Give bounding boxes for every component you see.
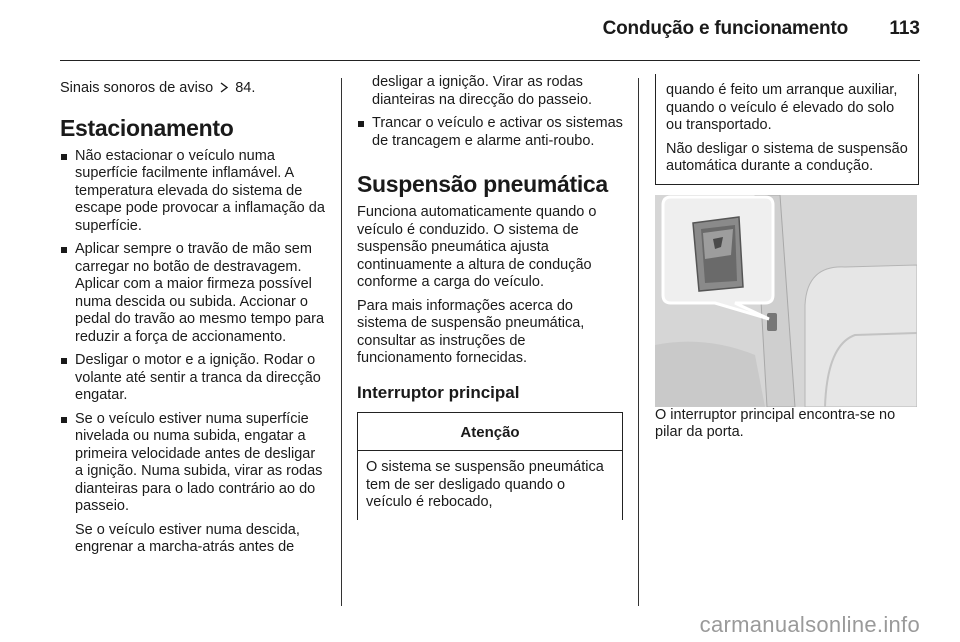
warning-title: Atenção (358, 413, 622, 452)
paragraph: Funciona automaticamente quando o veículo é conduzido. O sistema de suspensão pneumática ajusta continuamente a altura de condução conforme a carga do veículo. (357, 204, 597, 290)
warning-cont-1: quando é feito um arranque auxiliar, quando o veículo é elevado do solo ou transportado. (666, 82, 898, 133)
switch-location (767, 313, 777, 331)
bullet-item: Aplicar sempre o travão de mão sem carregar no botão de destravagem. Aplicar com a maior firmeza possível numa descida ou subida. Accionar o pedal do travão ao mesmo tempo para reduzir a força de accionamento. (60, 241, 326, 346)
subheading-interruptor: Interruptor principal (357, 382, 520, 402)
intro-line (60, 80, 326, 98)
warning-box (357, 412, 623, 520)
arrow-ref-icon (219, 82, 229, 93)
column-2 (357, 74, 623, 520)
column-divider-1 (341, 78, 342, 606)
warning-text: O sistema se suspensão pneumática tem de ser desligado quando o veículo é rebocado, (366, 459, 604, 510)
page-number: 113 (889, 18, 920, 39)
intro-text: Sinais sonoros de aviso (60, 80, 214, 96)
paragraph: Para mais informações acerca do sistema de suspensão pneumática, consultar as instruções de funcionamento fornecidas. (357, 297, 585, 366)
photo-caption: O interruptor principal encontra-se no pilar da porta. (655, 406, 896, 440)
rocker-switch-icon (693, 217, 743, 291)
bullet-item: Não estacionar o veículo numa superfície facilmente inflamável. A temperatura elevada do sistema de escape pode provocar a inflamação da superfície. (60, 148, 326, 236)
column-3 (655, 74, 919, 448)
door-pillar-illustration (655, 195, 917, 407)
main-switch-photo (655, 195, 917, 407)
warning-cont-2: Não desligar o sistema de suspensão automática durante a condução. (666, 140, 908, 174)
intro-ref: 84. (235, 80, 256, 96)
column-1 (60, 74, 326, 563)
continuation-text: Se o veículo estiver numa descida, engrenar a marcha-atrás antes de (75, 521, 300, 555)
bullet-item: Desligar o motor e a ignição. Rodar o volante até sentir a tranca da direcção engatar. (60, 352, 326, 405)
security-bullets (357, 115, 623, 150)
heading-estacionamento: Estacionamento (60, 114, 234, 141)
heading-suspensao: Suspensão pneumática (357, 171, 608, 197)
header-rule (60, 60, 920, 61)
parking-bullets (60, 148, 326, 516)
watermark: carmanualsonline.info (699, 612, 920, 637)
continuation-text: desligar a ignição. Virar as rodas dianteiras na direcção do passeio. (372, 74, 593, 108)
warning-box-continued (655, 74, 919, 185)
bullet-item: Trancar o veículo e activar os sistemas de trancagem e alarme anti-roubo. (357, 115, 623, 150)
bullet-item: Se o veículo estiver numa superfície nivelada ou numa subida, engatar a primeira velocidade antes de desligar a ignição. Numa subida, virar as rodas dianteiras para o lado contrário ao do passeio. (60, 411, 326, 516)
column-divider-2 (638, 78, 639, 606)
header-title: Condução e funcionamento (602, 18, 848, 39)
